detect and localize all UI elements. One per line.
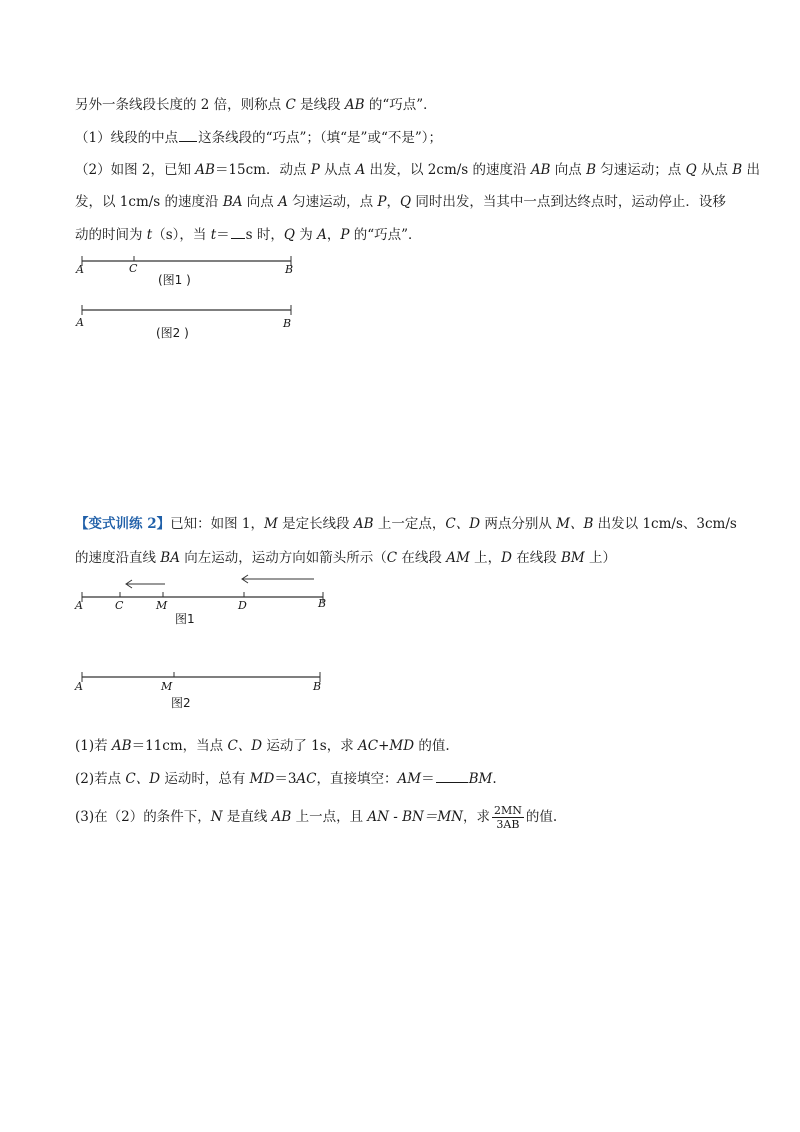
- text: ＝3: [274, 771, 297, 787]
- label-b: B: [283, 317, 292, 330]
- label-b: B: [313, 680, 322, 693]
- label-b: B: [318, 597, 327, 610]
- var: M: [263, 516, 278, 532]
- fraction-numerator: 2MN: [493, 804, 522, 817]
- var: AB: [271, 809, 292, 825]
- text: 匀速运动；点: [596, 162, 686, 178]
- label-a: A: [76, 316, 84, 329]
- var: AB: [195, 162, 215, 178]
- figure-caption: (图2 ): [156, 326, 189, 340]
- text: s 时，: [245, 227, 284, 243]
- sub-question-3: [75, 804, 557, 831]
- exercise-line-2: [75, 548, 616, 568]
- var: AN - BN＝MN: [367, 809, 463, 825]
- var: BA: [160, 550, 180, 566]
- var: AB: [353, 516, 374, 532]
- var: C、D: [227, 738, 263, 754]
- text: （1）线段的中点: [75, 130, 179, 146]
- text: （2）如图 2，已知: [75, 162, 196, 178]
- label-d: D: [238, 599, 247, 612]
- figure-caption: 图1: [175, 612, 195, 626]
- var: B: [586, 162, 596, 178]
- text: 的值.: [414, 738, 450, 754]
- var: D: [501, 550, 512, 566]
- text: ，求: [462, 809, 490, 825]
- text: ＝: [216, 227, 230, 243]
- text: (2)若点: [75, 771, 126, 787]
- var: AM: [397, 771, 422, 787]
- text: 向点: [550, 162, 587, 178]
- text: ，: [326, 227, 341, 243]
- text: 上一点，且: [291, 809, 368, 825]
- figure-3: [74, 575, 326, 626]
- var: A: [317, 227, 327, 243]
- text: 是直线: [222, 809, 272, 825]
- label-m: M: [156, 599, 168, 612]
- text: 在线段: [511, 550, 561, 566]
- text: 发，以 1cm/s 的速度沿: [75, 194, 223, 210]
- text: （s），当: [152, 227, 211, 243]
- text: (1)若: [75, 738, 112, 754]
- fraction-denominator: 3AB: [496, 818, 520, 831]
- figure-1: [75, 256, 293, 287]
- var: MD: [249, 771, 275, 787]
- text: 的“巧点”．: [349, 227, 422, 243]
- var: Q: [400, 194, 412, 210]
- arrow-left-icon: [126, 580, 165, 588]
- var: t: [210, 227, 217, 243]
- var: AB: [344, 97, 365, 113]
- var: C、D: [125, 771, 161, 787]
- var: t: [146, 227, 153, 243]
- text: 已知：如图 1，: [170, 516, 264, 532]
- label-b: B: [285, 263, 294, 276]
- var: C: [386, 550, 398, 566]
- arrow-left-icon: [242, 575, 314, 583]
- text: 出发以 1cm/s、3cm/s: [593, 516, 737, 532]
- text: 上一定点，: [373, 516, 446, 532]
- text: 上，: [469, 550, 502, 566]
- sub-question-2: [75, 768, 497, 789]
- text: 动的时间为: [75, 227, 147, 243]
- text: 是线段: [295, 97, 345, 113]
- text: 从点: [696, 162, 733, 178]
- text: 从点: [319, 162, 356, 178]
- text: 另外一条线段长度的 2 倍，则称点: [75, 97, 286, 113]
- figure-caption: 图2: [171, 696, 191, 710]
- text: 在线段: [397, 550, 447, 566]
- var: AB: [111, 738, 132, 754]
- text: 上）: [584, 550, 617, 566]
- var: C、D: [445, 516, 481, 532]
- text: 的“巧点”．: [364, 97, 437, 113]
- text: 两点分别从: [480, 516, 557, 532]
- var: AC: [296, 771, 317, 787]
- text: ＝15cm．动点: [214, 162, 311, 178]
- sub-question-1: [75, 736, 450, 756]
- text: 运动时，总有: [160, 771, 250, 787]
- var: P: [377, 194, 387, 210]
- text: 的速度沿直线: [75, 550, 161, 566]
- label-a: A: [75, 599, 83, 612]
- label-c: C: [129, 262, 138, 275]
- answer-blank[interactable]: [436, 768, 468, 783]
- figure-4: [74, 672, 321, 710]
- var: P: [340, 227, 350, 243]
- text: 出: [742, 162, 760, 178]
- label-m: M: [161, 680, 173, 693]
- text: ＝: [421, 771, 435, 787]
- text: 的值.: [525, 809, 558, 825]
- var: C: [285, 97, 296, 113]
- var: B: [732, 162, 743, 178]
- text: 运动了 1s，求: [262, 738, 358, 754]
- text: .: [492, 771, 497, 787]
- var: AC+MD: [358, 738, 415, 754]
- text: 出发，以 2cm/s 的速度沿: [365, 162, 531, 178]
- text: 这条线段的“巧点”；（填“是”或“不是”）；: [198, 130, 443, 146]
- figure-2: [75, 305, 291, 340]
- text: ，: [386, 194, 401, 210]
- var: A: [355, 162, 366, 178]
- text: 同时出发，当其中一点到达终点时，运动停止．设移: [411, 194, 726, 210]
- var: AM: [446, 550, 470, 566]
- text: 是定长线段: [277, 516, 354, 532]
- var: Q: [685, 162, 697, 178]
- label-c: C: [115, 599, 124, 612]
- text: 向左运动，运动方向如箭头所示（: [179, 550, 387, 566]
- text: ＝11cm，当点: [131, 738, 228, 754]
- var: BM: [468, 771, 493, 787]
- var: N: [210, 809, 223, 825]
- text: 为: [294, 227, 318, 243]
- figure-caption: (图1 ): [158, 273, 191, 287]
- var: BM: [561, 550, 585, 566]
- label-a: A: [76, 263, 84, 276]
- exercise-heading: 【变式训练 2】: [75, 516, 171, 532]
- var: M、B: [556, 516, 594, 532]
- var: A: [278, 194, 288, 210]
- text: 向点: [242, 194, 279, 210]
- text: ，直接填空：: [316, 771, 398, 787]
- exercise-line-1: [75, 514, 737, 534]
- text: 匀速运动，点: [287, 194, 378, 210]
- var: BA: [222, 194, 243, 210]
- var: AB: [530, 162, 551, 178]
- var: P: [310, 162, 320, 178]
- label-a: A: [75, 680, 83, 693]
- text: (3)在（2）的条件下，: [75, 809, 211, 825]
- fraction: [492, 804, 524, 831]
- var: Q: [283, 227, 295, 243]
